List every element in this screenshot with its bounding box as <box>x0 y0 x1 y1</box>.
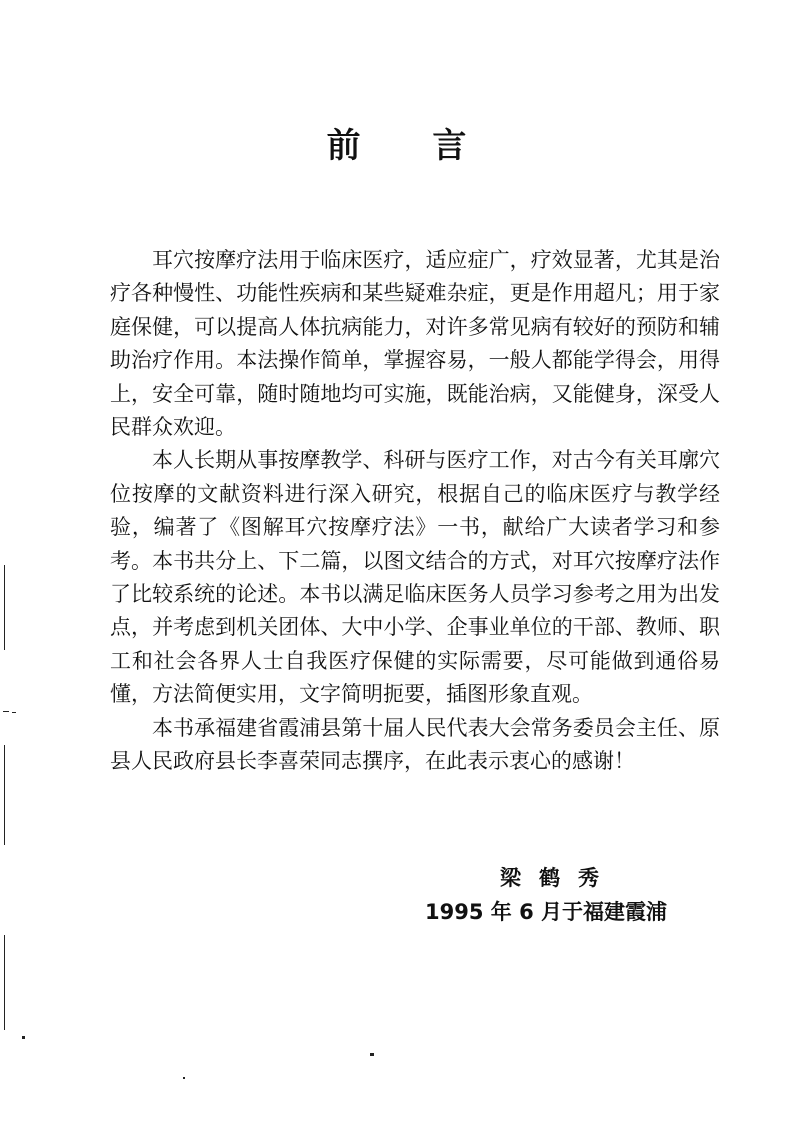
paragraph-3: 本书承福建省霞浦县第十届人民代表大会常务委员会主任、原县人民政府县长李喜荣同志撰序，在此表示衷心的感谢！ <box>110 715 720 774</box>
date-place: 1995 年 6 月于福建霞浦 <box>425 900 667 924</box>
preface-body <box>110 244 720 779</box>
author-signature: 梁鹤秀 <box>500 865 617 890</box>
scan-mark <box>22 1036 25 1039</box>
scan-mark <box>3 711 9 712</box>
paragraph-1: 耳穴按摩疗法用于临床医疗，适应症广，疗效显著，尤其是治疗各种慢性、功能性疾病和某些疑难杂症，更是作用超凡；用于家庭保健，可以提高人体抗病能力，对许多常见病有较好的预防和辅助治疗作用。本法操作简单，掌握容易，一般人都能学得会，用得上，安全可靠，随时随地均可实施，既能治病，又能健身，深受人民群众欢迎。 <box>110 248 720 440</box>
scan-mark <box>4 565 5 650</box>
scan-mark <box>4 935 5 1030</box>
paragraph-2: 本人长期从事按摩教学、科研与医疗工作，对古今有关耳廓穴位按摩的文献资料进行深入研究，根据自己的临床医疗与教学经验，编著了《图解耳穴按摩疗法》一书，献给广大读者学习和参考。本书共分上、下二篇，以图文结合的方式，对耳穴按摩疗法作了比较系统的论述。本书以满足临床医务人员学习参考之用为出发点，并考虑到机关团体、大中小学、企事业单位的干部、教师、职工和社会各界人士自我医疗保健的实际需要，尽可能做到通俗易懂，方法简便实用，文字简明扼要，插图形象直观。 <box>110 448 720 707</box>
scan-mark <box>4 745 5 845</box>
scan-mark <box>370 1053 374 1056</box>
page-title: 前 言 <box>326 126 497 166</box>
scan-mark <box>183 1077 185 1079</box>
scan-mark <box>12 712 16 713</box>
